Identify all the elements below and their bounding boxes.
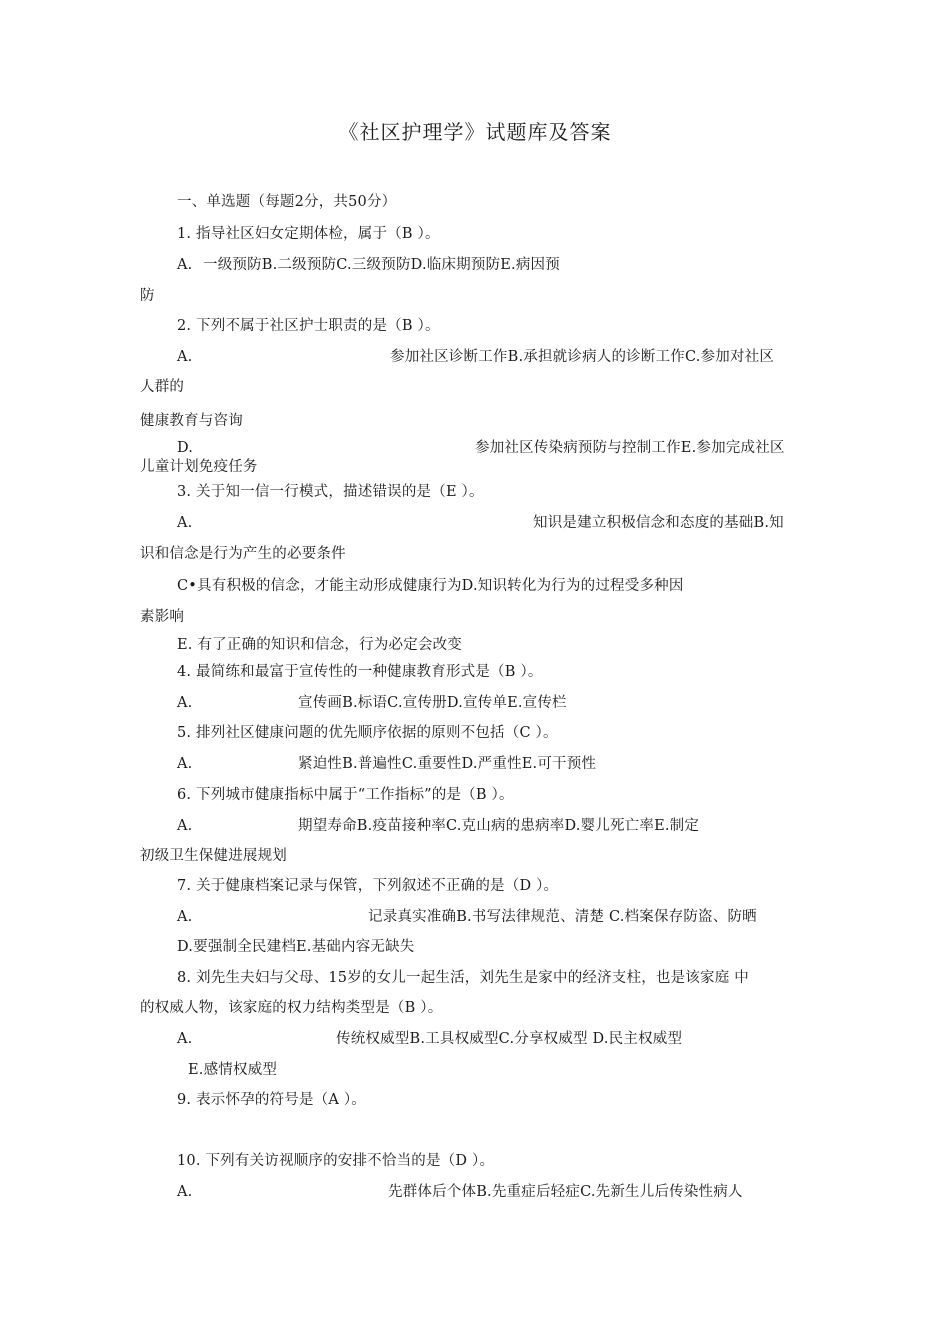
- continuation-text: 素影响: [140, 609, 185, 625]
- question-5-options: 紧迫性B.普遍性C.重要性D.严重性E.可干预性: [298, 756, 597, 772]
- question-7: 7. 关于健康档案记录与保管，下列叙述不正确的是（D ）。: [177, 878, 559, 894]
- question-8-options: 传统权威型B.工具权威型C.分享权威型 D.民主权威型: [336, 1031, 683, 1047]
- question-7-options: 记录真实准确B.书写法律规范、清楚 C.档案保存防盗、防晒: [368, 909, 757, 925]
- question-2-options: 参加社区诊断工作B.承担就诊病人的诊断工作C.参加对社区: [390, 349, 775, 365]
- section-heading: 一、单选题（每题2分，共50分）: [177, 194, 397, 210]
- continuation-text: 人群的: [140, 379, 185, 395]
- option-label-a: A.: [177, 257, 193, 273]
- option-label-a: A.: [177, 349, 193, 365]
- option-label-a: A.: [177, 909, 193, 925]
- option-label-a: A.: [177, 818, 193, 834]
- question-3: 3. 关于知一信一行模式，描述错误的是（E ）。: [177, 484, 484, 500]
- option-label-a: A.: [177, 695, 193, 711]
- question-6: 6. 下列城市健康指标中属于“工作指标”的是（B ）。: [177, 787, 514, 803]
- question-1-options: 一级预防B.二级预防C.三级预防D.临床期预防E.病因预: [203, 257, 560, 273]
- question-10: 10. 下列有关访视顺序的安排不恰当的是（D ）。: [177, 1153, 495, 1169]
- question-6-options: 期望寿命B.疫苗接种率C.克山病的患病率D.婴儿死亡率E.制定: [298, 818, 700, 834]
- question-3-option-e: E. 有了正确的知识和信念，行为必定会改变: [177, 637, 463, 653]
- question-7-option-d: D.要强制全民建档E.基础内容无缺失: [177, 939, 415, 955]
- question-4-options: 宣传画B.标语C.宣传册D.宣传单E.宣传栏: [298, 695, 567, 711]
- question-4: 4. 最简练和最富于宣传性的一种健康教育形式是（B ）。: [177, 664, 543, 680]
- question-8: 8. 刘先生夫妇与父母、15岁的女儿一起生活，刘先生是家中的经济支柱，也是该家庭 中: [177, 970, 749, 986]
- question-9: 9. 表示怀孕的符号是（A ）。: [177, 1092, 366, 1108]
- question-5: 5. 排列社区健康问题的优先顺序依据的原则不包括（C ）。: [177, 725, 558, 741]
- question-2-options-2: 参加社区传染病预防与控制工作E.参加完成社区: [475, 440, 785, 456]
- question-10-options: 先群体后个体B.先重症后轻症C.先新生儿后传染性病人: [388, 1184, 743, 1200]
- option-label-a: A.: [177, 1184, 193, 1200]
- question-8-option-e: E.感情权威型: [188, 1062, 278, 1078]
- continuation-text: 识和信念是行为产生的必要条件: [140, 546, 346, 562]
- continuation-text: 初级卫生保健进展规划: [140, 848, 287, 864]
- option-label-a: A.: [177, 1031, 193, 1047]
- question-3-options: 知识是建立积极信念和态度的基础B.知: [533, 515, 784, 531]
- question-2: 2. 下列不属于社区护士职责的是（B ）。: [177, 318, 440, 334]
- continuation-text: 防: [140, 288, 155, 304]
- option-label-d: D.: [177, 440, 194, 456]
- option-label-a: A.: [177, 756, 193, 772]
- continuation-text: 儿童计划免疫任务: [140, 459, 258, 475]
- continuation-text: 的权威人物，该家庭的权力结构类型是（B ）。: [140, 1000, 443, 1016]
- option-label-a: A.: [177, 515, 193, 531]
- document-title: 《社区护理学》试题库及答案: [338, 120, 612, 144]
- question-1: 1. 指导社区妇女定期体检，属于（B ）。: [177, 226, 440, 242]
- question-3-option-c: C•具有积极的信念，才能主动形成健康行为D.知识转化为行为的过程受多种因: [177, 578, 684, 594]
- continuation-text: 健康教育与咨询: [140, 413, 243, 429]
